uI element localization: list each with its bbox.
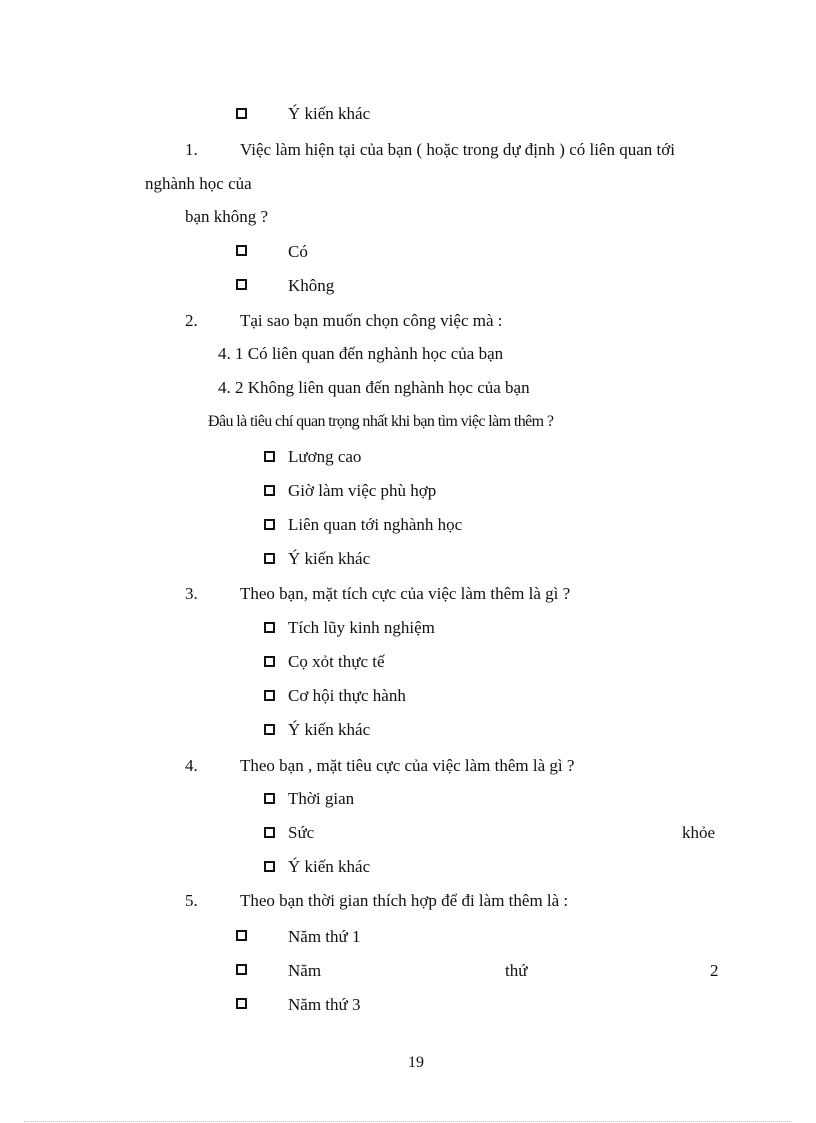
question-text: Tại sao bạn muốn chọn công việc mà :: [240, 311, 503, 330]
option-label: Lương cao: [288, 447, 362, 466]
checkbox-q5-year3[interactable]: [236, 998, 247, 1009]
sub-item: 4. 1 Có liên quan đến nghành học của bạn: [218, 344, 504, 363]
option-label: Liên quan tới nghành học: [288, 515, 463, 534]
question-number: 5.: [185, 891, 198, 910]
checkbox-q2-opt3[interactable]: [264, 519, 275, 530]
option-label: Không: [288, 276, 335, 295]
checkbox-q2-opt1[interactable]: [264, 451, 275, 462]
checkbox-q5-year2[interactable]: [236, 964, 247, 975]
option-label: Cọ xỏt thực tế: [288, 652, 385, 671]
option-label: Thời gian: [288, 789, 355, 808]
option-label: Giờ làm việc phù hợp: [288, 481, 437, 500]
option-label: Tích lũy kinh nghiệm: [288, 618, 435, 637]
checkbox-q2-opt4[interactable]: [264, 553, 275, 564]
question-text: Theo bạn , mặt tiêu cực của việc làm thêm là gì ?: [240, 756, 575, 775]
option-label: Có: [288, 242, 308, 261]
checkbox-q0-other[interactable]: [236, 108, 247, 119]
option-label: Ý kiến khác: [288, 720, 371, 739]
question-text-continued: bạn không ?: [185, 207, 269, 226]
question-text: Theo bạn thời gian thích hợp để đi làm thêm là :: [240, 891, 569, 910]
question-number: 3.: [185, 584, 198, 603]
checkbox-q3-opt3[interactable]: [264, 690, 275, 701]
option-label: Năm thứ 1: [288, 927, 361, 946]
option-label-justified: 2: [710, 961, 719, 980]
checkbox-q3-opt4[interactable]: [264, 724, 275, 735]
checkbox-q2-opt2[interactable]: [264, 485, 275, 496]
checkbox-q3-opt1[interactable]: [264, 622, 275, 633]
page-bottom-border: [24, 1121, 792, 1122]
question-text: Theo bạn, mặt tích cực của việc làm thêm là gì ?: [240, 584, 571, 603]
option-label: Sức: [288, 823, 315, 842]
question-text-continued: nghành học của: [145, 174, 252, 193]
question-text: Việc làm hiện tại của bạn ( hoặc trong dự định ) có liên quan tới: [240, 140, 675, 159]
checkbox-q4-time[interactable]: [264, 793, 275, 804]
checkbox-q3-opt2[interactable]: [264, 656, 275, 667]
sub-item: 4. 2 Không liên quan đến nghành học của bạn: [218, 378, 530, 397]
checkbox-q1-yes[interactable]: [236, 245, 247, 256]
checkbox-q4-other[interactable]: [264, 861, 275, 872]
checkbox-q5-year1[interactable]: [236, 930, 247, 941]
question-number: 1.: [185, 140, 198, 159]
page-number: 19: [408, 1054, 424, 1071]
option-label: Ý kiến khác: [288, 104, 371, 123]
question-number: 4.: [185, 756, 198, 775]
option-label: Ý kiến khác: [288, 549, 371, 568]
option-label: Cơ hội thực hành: [288, 686, 406, 705]
option-label-justified: khỏe: [682, 823, 716, 842]
option-label: Năm: [288, 961, 322, 980]
criteria-question: Đâu là tiêu chí quan trọng nhất khi bạn tìm việc làm thêm ?: [208, 413, 554, 430]
checkbox-q4-health[interactable]: [264, 827, 275, 838]
option-label: Ý kiến khác: [288, 857, 371, 876]
question-number: 2.: [185, 311, 198, 330]
checkbox-q1-no[interactable]: [236, 279, 247, 290]
option-label: Năm thứ 3: [288, 995, 361, 1014]
option-label-justified: thứ: [505, 961, 528, 980]
